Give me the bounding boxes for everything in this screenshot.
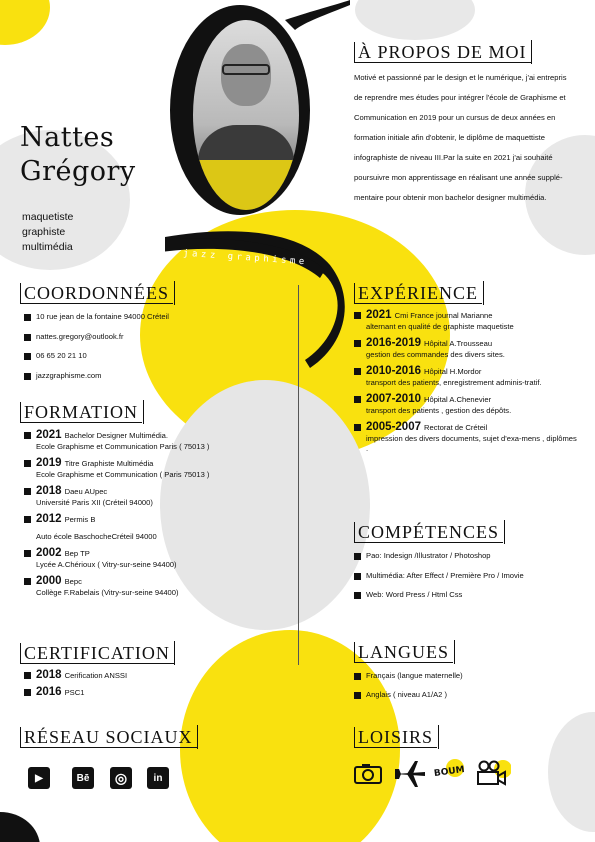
languages-heading: LANGUES [354,642,453,663]
airplane-icon [393,759,427,789]
portrait-yellow-overlay [193,160,299,210]
last-name: Grégory [20,156,136,187]
portrait-glasses [222,64,270,75]
about-text: Motivé et passionné par le design et le numérique, j'ai entrepris de reprendre mes études pour intégrer l'école de Graphisme et Communication en 2019 pour un cursus de deux années en formation initiale afin d'obtenir, le diplôme de maquettiste infographiste de niveau III.Par la suite en 2021 j'ai souhaité poursuivre mon apprentissage en réalisant une année supplé-mentaire pour obtenir mon bachelor designer multimédia. [354,73,567,202]
skill-item: Pao: Indesign /Illustrator / Photoshop [354,551,579,562]
certification-heading: CERTIFICATION [20,643,174,664]
role-line: maquetiste [22,211,74,223]
bg-circle-topleft [0,0,50,45]
languages-list [354,671,579,700]
formation-item: 2019 Titre Graphiste Multimédia Ecole Graphisme et Communication ( Paris 75013 ) [24,458,294,480]
bg-black-bottomleft [0,812,40,842]
formation-item: 2021 Bachelor Designer Multimédia. Ecole Graphisme et Communication Paris ( 75013 ) [24,430,294,452]
experience-item: 2010-2016 Hôpital H.Mordor transport des patients, enregistrement adminis-tratif. [354,366,579,388]
formation-item: 2018 Daeu AUpec Université Paris XII (Créteil 94000) [24,486,294,508]
linkedin-icon[interactable]: in [147,767,169,789]
language-item: Anglais ( niveau A1/A2 ) [354,690,579,701]
experience-item: 2005-2007 Rectorat de Créteil impression des divers documents, sujet d'exa-mens , diplômes . [354,422,579,455]
formation-list [24,430,294,598]
experience-item: 2016-2019 Hôpital A.Trousseau gestion des commandes des divers sites. [354,338,579,360]
experience-item: 2021 Cmi France journal Marianne alternant en qualité de graphiste maquetiste [354,310,579,332]
contact-heading: COORDONNÉES [20,283,173,304]
social-heading: RÉSEAU SOCIAUX [20,727,197,748]
skill-item: Multimédia: After Effect / Première Pro / Imovie [354,571,579,582]
portrait-photo [193,20,299,210]
portrait-face [221,44,271,106]
comic-boom-icon [434,759,468,787]
about-heading: À PROPOS DE MOI [354,42,531,63]
experience-item: 2007-2010 Hôpital A.Chenevier transport des patients , gestion des dépôts. [354,394,579,416]
contact-list [24,312,284,381]
behance-icon[interactable]: Bē [72,767,94,789]
first-name: Nattes [20,122,115,153]
video-camera-icon [475,759,511,789]
experience-heading: EXPÉRIENCE [354,283,482,304]
contact-address: 10 rue jean de la fontaine 94000 Créteil [24,312,284,323]
camera-icon [353,759,385,787]
formation-item: 2012 Permis B Auto école BaschocheCréteil 94000 [24,514,294,542]
skills-list [354,551,579,601]
boom-text: BOUM [433,764,466,780]
certification-item: 2016 PSC1 [24,687,284,699]
certification-list [24,670,284,698]
skills-heading: COMPÉTENCES [354,522,503,543]
role-line: graphiste [22,226,66,238]
formation-heading: FORMATION [20,402,142,423]
instagram-icon[interactable]: ◎ [110,767,132,789]
role-block [22,210,73,255]
experience-list [354,310,579,455]
language-item: Français (langue maternelle) [354,671,579,682]
contact-website[interactable]: jazzgraphisme.com [24,371,284,382]
role-line: multimédia [22,241,73,253]
youtube-icon[interactable]: ▶ [28,767,50,789]
formation-item: 2002 Bep TP Lycée A.Chérioux ( Vitry-sur-seine 94400) [24,548,294,570]
contact-phone: 06 65 20 21 10 [24,351,284,362]
column-divider [298,285,299,665]
formation-item: 2000 Bepc Collège F.Rabelais (Vitry-sur-seine 94400) [24,576,294,598]
skill-item: Web: Word Press / Html Css [354,590,579,601]
contact-email[interactable]: nattes.gregory@outlook.fr [24,332,284,343]
certification-item: 2018 Cerification ANSSI [24,670,284,682]
hobbies-heading: LOISIRS [354,727,437,748]
brand-ribbon: jazz graphisme [182,248,309,268]
